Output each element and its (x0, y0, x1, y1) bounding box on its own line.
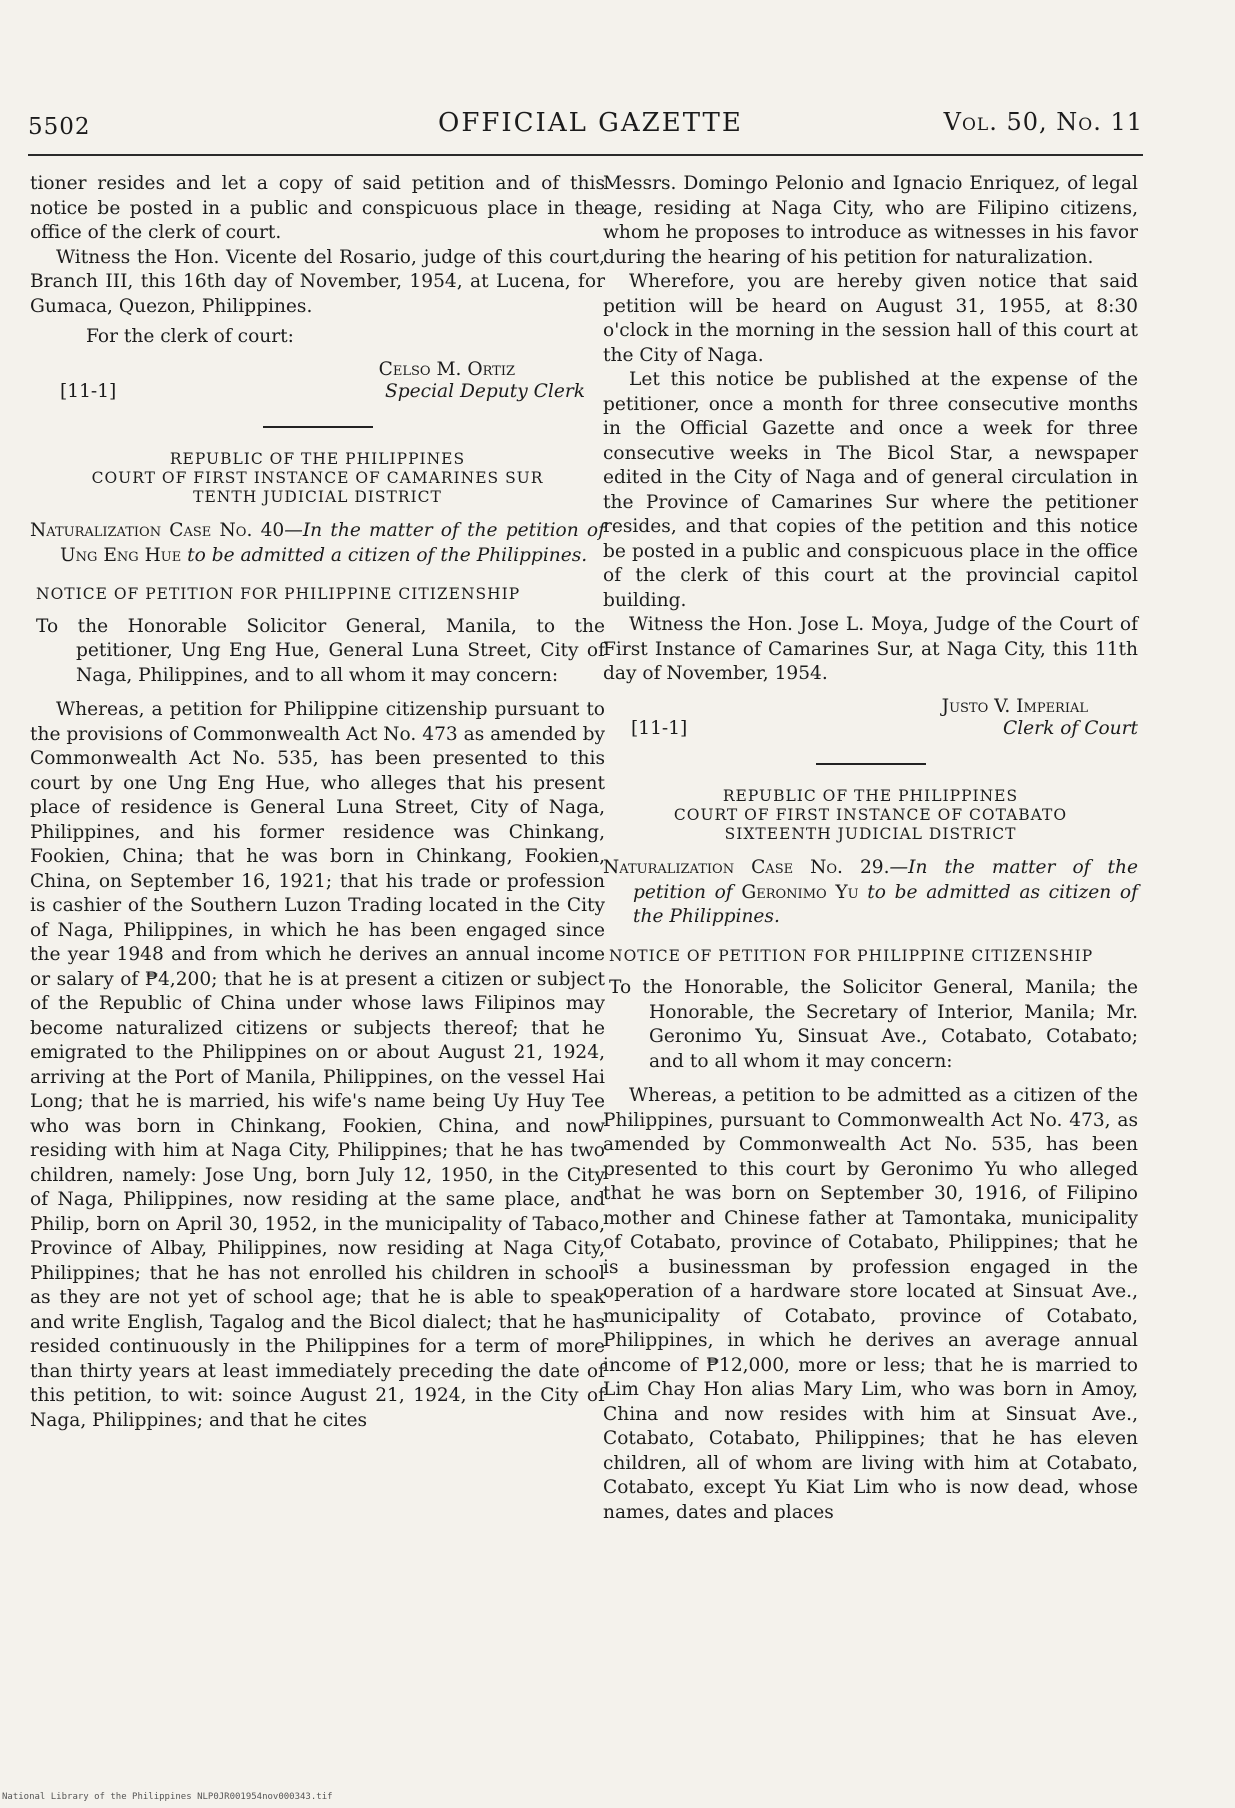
publication-order: Let this notice be published at the expense of the petitioner, once a month for three consecutive months in the Official Gazette and once a week for three consecutive weeks in The Bicol Star, a newspaper edited in the City of Naga and of general circulation in the Province of Camarines Sur where the petitioner resides, and that copies of the petition and this notice be posted in a public and conspicuous place in the office of the clerk of this court at the provincial capitol building. (603, 369, 1138, 611)
hearing-notice: Wherefore, you are hereby given notice that said petition will be heard on August 31, 1955, at 8:30 o'clock in the morning in the session hall of this court at the City of Naga. (603, 271, 1138, 366)
case-title-end: to be admitted as citizen of the Philippines. (633, 881, 1139, 927)
prev-notice-text: tioner resides and let a copy of said petition and of this notice be posted in a public and conspicuous place in the office of the clerk of court. (30, 173, 605, 243)
case-label: Naturalization Case No. 29. (603, 857, 890, 878)
volume-number: Vol. 50, No. 11 (943, 108, 1143, 136)
notice-heading: NOTICE OF PETITION FOR PHILIPPINE CITIZENSHIP (36, 585, 521, 603)
for-clerk-line: For the clerk of court: (86, 326, 294, 347)
case-label: Naturalization Case No. 40 (30, 520, 285, 541)
publication-title: OFFICIAL GAZETTE (438, 108, 743, 138)
petition-body: Whereas, a petition to be admitted as a citizen of the Philippines, pursuant to Commonwealth Act No. 473, as amended by Commonwealth Act No. 535, has been presented to this court by Geronimo Yu who alleged that he was born on September 30, 1916, of Filipino mother and Chinese father at Tamontaka, municipality of Cotabato, province of Cotabato, Philippines; that he is a businessman by profession engaged in the operation of a hardware store located at Sinsuat Ave., municipality of Cotabato, province of Cotabato, Philippines, in which he derives an average annual income of ₱12,000, more or less; that he is married to Lim Chay Hon alias Mary Lim, who was born in Amoy, China and now resides with him at Sinsuat Ave., Cotabato, Cotabato, Philippines; that he has eleven children, all of whom are living with him at Cotabato, Cotabato, except Yu Kiat Lim who is now dead, whose names, dates and places (603, 1085, 1138, 1523)
signer-title: Special Deputy Clerk (385, 381, 585, 402)
court-heading-line: COURT OF FIRST INSTANCE OF CAMARINES SUR (91, 469, 544, 487)
court-heading (30, 450, 605, 507)
court-heading (603, 787, 1138, 844)
court-heading-line: TENTH JUDICIAL DISTRICT (193, 488, 442, 506)
court-heading-line: COURT OF FIRST INSTANCE OF COTABATO (673, 806, 1068, 824)
signer-name: Justo V. Imperial (941, 695, 1088, 717)
notice-heading: NOTICE OF PETITION FOR PHILIPPINE CITIZENSHIP (609, 946, 1094, 965)
court-heading-line: REPUBLIC OF THE PHILIPPINES (169, 450, 466, 468)
section-divider (263, 426, 373, 428)
page-header (28, 104, 1143, 156)
petitioner-name: Ung Eng Hue (60, 544, 182, 566)
notice-addressees: To the Honorable Solicitor General, Manila, to the petitioner, Ung Eng Hue, General Luna Street, City of Naga, Philippines, and to all whom it may concern: (36, 615, 605, 686)
signature-row (30, 382, 605, 408)
court-heading-line: SIXTEENTH JUDICIAL DISTRICT (724, 825, 1017, 843)
signer-name: Celso M. Ortiz (378, 358, 515, 380)
issue-reference: [11-1] (631, 718, 688, 739)
right-column (603, 172, 1138, 1525)
case-title: —In the matter of the petition of (284, 520, 605, 541)
issue-reference: [11-1] (60, 381, 117, 402)
left-column (30, 172, 605, 1433)
court-heading-line: REPUBLIC OF THE PHILIPPINES (722, 787, 1019, 805)
case-title-end: to be admitted a citizen of the Philippines. (181, 544, 588, 566)
petition-body: Whereas, a petition for Philippine citizenship pursuant to the provisions of Commonwealth Act No. 473 as amended by Commonwealth Act No. 535, has been presented to this court by one Ung Eng Hue, who alleges that his present place of residence is General Luna Street, City of Naga, Philippines, and his former residence was Chinkang, Fookien, China; that he was born in Chinkang, Fookien, China, on September 16, 1921; that his trade or profession is cashier of the Southern Luzon Trading located in the City of Naga, Philippines, in which he has been engaged since the year 1948 and from which he derives an annual income or salary of ₱4,200; that he is at present a citizen or subject of the Republic of China under whose laws Filipinos may become naturalized citizens or subjects thereof; that he emigrated to the Philippines on or about August 21, 1924, arriving at the Port of Manila, Philippines, on the vessel Hai Long; that he is married, his wife's name being Uy Huy Tee who was born in Chinkang, Fookien, China, and now residing with him at Naga City, Philippines; that he has two children, namely: Jose Ung, born July 12, 1950, in the City of Naga, Philippines, now residing at the same place, and Philip, born on April 30, 1952, in the municipality of Tabaco, Province of Albay, Philippines, now residing at Naga City, Philippines; that he has not enrolled his children in school as they are not yet of school age; that he is able to speak and write English, Tagalog and the Bicol dialect; that he has resided continuously in the Philippines for a term of more than thirty years at least immediately preceding the date of this petition, to wit: soince August 21, 1924, in the City of Naga, Philippines; and that he cites (30, 699, 605, 1431)
notice-addressees: To the Honorable, the Solicitor General, Manila; the Honorable, the Secretary of Interior, Manila; Mr. Geronimo Yu, Sinsuat Ave., Cotabato, Cotabato; and to all whom it may concern: (609, 977, 1138, 1072)
case-title: —In the matter of the petition of (633, 857, 1138, 903)
scan-footer: National Library of the Philippines NLP0JR001954nov000343.tif (2, 1792, 333, 1802)
case-caption (603, 856, 1138, 930)
prev-notice-witness: Witness the Hon. Vicente del Rosario, judge of this court, Branch III, this 16th day of November, 1954, at Lucena, for Gumaca, Quezon, Philippines. (30, 246, 605, 317)
petitioner-name: Geronimo Yu (741, 881, 859, 903)
case-caption (30, 519, 605, 568)
section-divider (816, 763, 926, 765)
signature-row (603, 719, 1138, 745)
page-number: 5502 (28, 114, 91, 140)
signer-title: Clerk of Court (1003, 718, 1138, 739)
witnesses-text: Messrs. Domingo Pelonio and Ignacio Enriquez, of legal age, residing at Naga City, who are Filipino citizens, whom he proposes to introduce as witnesses in his favor during the hearing of his petition for naturalization. (603, 173, 1138, 268)
witness-clause: Witness the Hon. Jose L. Moya, Judge of the Court of First Instance of Camarines Sur, at Naga City, this 11th day of November, 1954. (603, 614, 1138, 684)
